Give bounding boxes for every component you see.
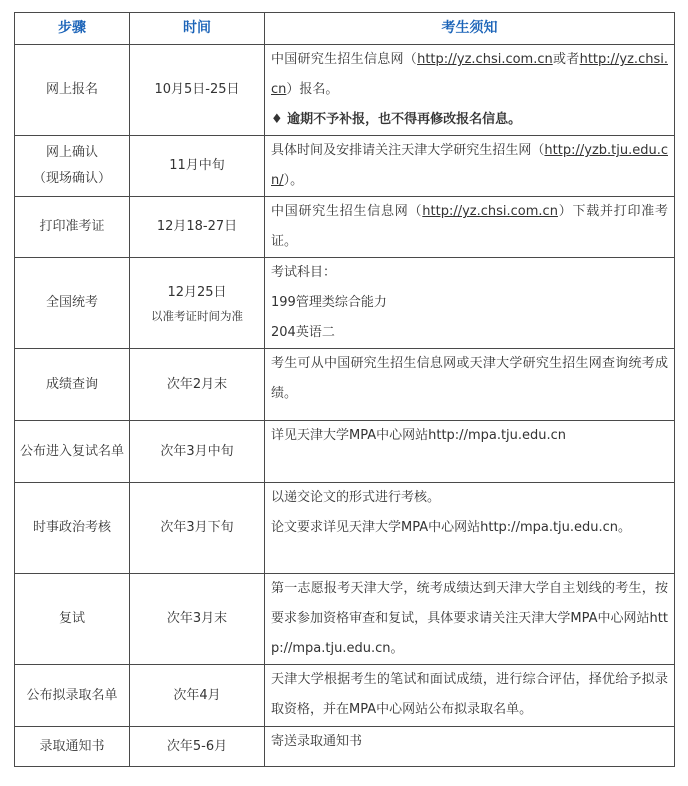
row-note [265, 197, 675, 258]
note-paragraph: 寄送录取通知书 [271, 734, 363, 749]
row-note [265, 349, 675, 421]
row-note [265, 421, 675, 483]
table-row [15, 727, 675, 767]
row-note [265, 136, 675, 197]
table-row [15, 258, 675, 349]
row-note [265, 483, 675, 574]
step-line: （现场确认） [32, 171, 111, 186]
row-step: 时事政治考核 [15, 483, 130, 574]
table-row [15, 136, 675, 197]
row-time: 12月18-27日 [130, 197, 265, 258]
row-step: 打印准考证 [15, 197, 130, 258]
row-time: 次年3月末 [130, 574, 265, 665]
note-text: ）报名。 [286, 82, 339, 97]
row-step: 录取通知书 [15, 727, 130, 767]
row-step: 公布拟录取名单 [15, 665, 130, 727]
header-step: 步骤 [15, 13, 130, 45]
header-note: 考生须知 [265, 13, 675, 45]
header-time: 时间 [130, 13, 265, 45]
row-time: 次年5-6月 [130, 727, 265, 767]
step-line: 网上确认 [45, 145, 98, 160]
table-row [15, 483, 675, 574]
schedule-table-wrapper [14, 12, 674, 767]
chsi-link[interactable]: http://yz.chsi.com.cn [417, 52, 553, 67]
note-paragraph [271, 197, 668, 257]
note-text: 中国研究生招生信息网（ [271, 204, 423, 219]
note-line: 论文要求详见天津大学MPA中心网站http://mpa.tju.edu.cn。 [271, 520, 632, 535]
row-note [265, 574, 675, 665]
yzb-link[interactable]: http://yzb.tju.edu.cn/ [271, 143, 668, 188]
row-note [265, 727, 675, 767]
note-text: 中国研究生招生信息网（ [271, 52, 418, 67]
note-line: 204英语二 [271, 325, 335, 340]
table-row [15, 197, 675, 258]
time-line: 12月25日 [167, 285, 227, 300]
note-paragraph: 天津大学根据考生的笔试和面试成绩，进行综合评估，择优给予拟录取资格，并在MPA中心网站公布拟录取名单。 [271, 672, 668, 717]
note-text: ）。 [283, 173, 304, 188]
note-paragraph: 考生可从中国研究生招生信息网或天津大学研究生招生网查询统考成绩。 [271, 356, 668, 401]
note-paragraph: 第一志愿报考天津大学，统考成绩达到天津大学自主划线的考生，按要求参加资格审查和复试，具体要求请关注天津大学MPA中心网站http://mpa.tju.edu.cn。 [271, 581, 668, 656]
row-note [265, 665, 675, 727]
table-row [15, 574, 675, 665]
table-row [15, 45, 675, 136]
row-time [130, 258, 265, 349]
row-step: 网上报名 [15, 45, 130, 136]
row-step: 全国统考 [15, 258, 130, 349]
note-line: 以递交论文的形式进行考核。 [271, 490, 441, 505]
note-paragraph [271, 45, 668, 105]
row-step: 公布进入复试名单 [15, 421, 130, 483]
note-paragraph: 详见天津大学MPA中心网站http://mpa.tju.edu.cn [271, 428, 567, 443]
table-header-row [15, 13, 675, 45]
row-note [265, 258, 675, 349]
row-step: 复试 [15, 574, 130, 665]
table-row [15, 421, 675, 483]
note-line: 考试科目： [271, 265, 337, 280]
row-time: 次年4月 [130, 665, 265, 727]
table-row [15, 349, 675, 421]
note-paragraph [271, 136, 668, 196]
row-time: 10月5日-25日 [130, 45, 265, 136]
table-row [15, 665, 675, 727]
chsi-link[interactable]: http://yz.chsi.com.cn [422, 204, 558, 219]
note-text: 或者 [552, 52, 580, 67]
row-step [15, 136, 130, 197]
time-note: 以准考证时间为准 [151, 309, 243, 323]
late-warning: ♦ 逾期不予补报，也不得再修改报名信息。 [271, 112, 522, 127]
note-line: 199管理类综合能力 [271, 295, 387, 310]
row-time: 11月中旬 [130, 136, 265, 197]
row-time: 次年3月下旬 [130, 483, 265, 574]
row-note [265, 45, 675, 136]
row-step: 成绩查询 [15, 349, 130, 421]
note-text: 具体时间及安排请关注天津大学研究生招生网（ [271, 143, 545, 158]
note-text: ）下载并打印准考证。 [271, 204, 668, 249]
row-time: 次年2月末 [130, 349, 265, 421]
row-time: 次年3月中旬 [130, 421, 265, 483]
schedule-table [14, 12, 675, 767]
chsi-alt-link[interactable]: http://yz.chsi.cn [271, 52, 668, 97]
